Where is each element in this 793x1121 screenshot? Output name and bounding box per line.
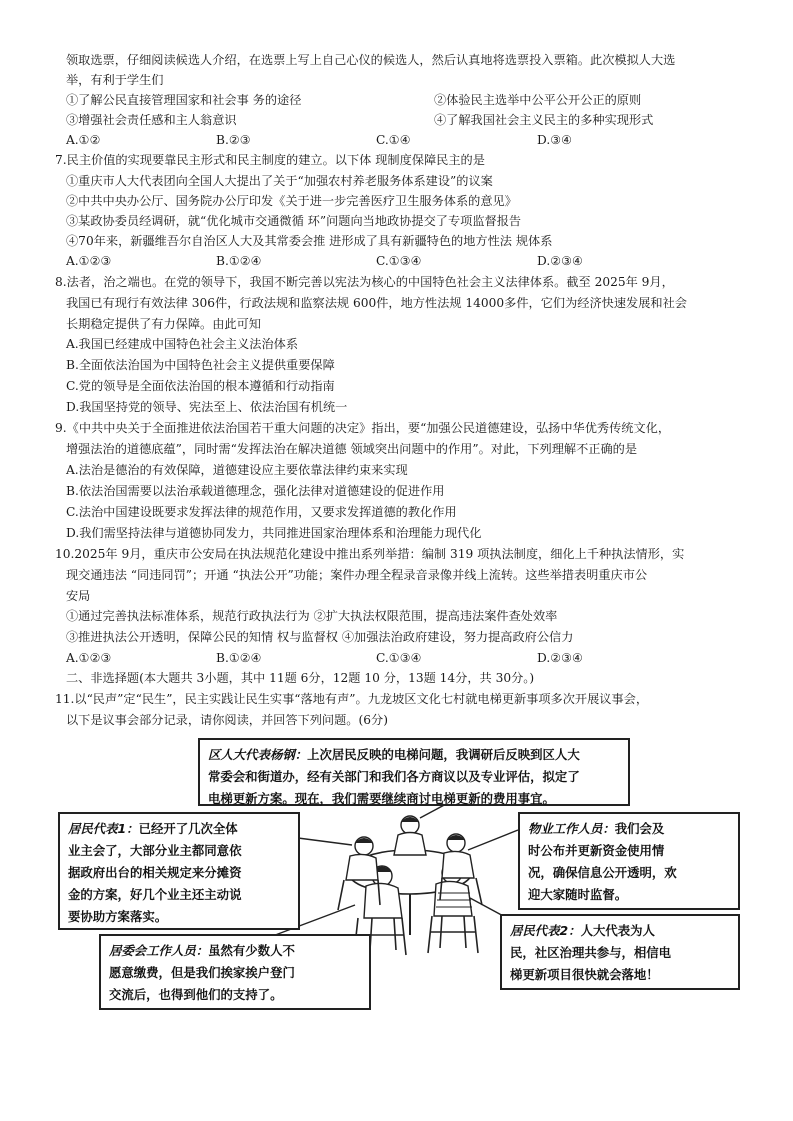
q6-choice-d: D.③④ [537,133,573,147]
q6-choice-b: B.②③ [216,133,251,147]
bubble-property-staff: 物业工作人员：我们会及 时公布并更新资金使用情 况，确保信息公开透明，欢 迎大家随时监督。 [518,812,740,910]
q9-option-b: B.依法治国需要以法治承载道德理念，强化法律对道德建设的促进作用 [66,484,445,498]
q9-stem-line2: 增强法治的道德底蕴”，同时需“发挥法治在解决道德 领域突出问题中的作用”。对此，下列理解不正确的是 [66,442,638,456]
q6-option-1: ①了解公民直接管理国家和社会事 务的途径 [66,93,302,107]
q6-choice-c: C.①④ [376,133,411,147]
q10-stem-line2: 现交通违法 “同违同罚”；开通 “执法公开”功能；案件办理全程录音录像并线上流转。这些举措表明重庆市公 [66,568,648,582]
q10-options-3-4: ③推进执法公开透明，保障公民的知情 权与监督权 ④加强法治政府建设，努力提高政府公信力 [66,630,574,644]
q7-option-1: ①重庆市人大代表团向全国人大提出了关于“加强农村养老服务体系建设”的议案 [66,174,493,188]
q7-choice-d: D.②③④ [537,254,583,268]
speaker-neighborhood-committee-staff: 居委会工作人员： [109,943,209,958]
q6-stem-line2: 举，有利于学生们 [66,73,164,87]
bubble-neighborhood-committee-staff: 居委会工作人员：虽然有少数人不 愿意缴费，但是我们挨家挨户登门 交流后，也得到他们的支持了。 [99,934,371,1010]
q6-option-4: ④了解我国社会主义民主的多种实现形式 [434,113,654,127]
q10-stem-line1: 10.2025年 9月，重庆市公安局在执法规范化建设中推出系列举措：编制 319 项执法制度，细化上千种执法情形，实 [55,547,685,561]
q6-option-2: ②体验民主选举中公平公开公正的原则 [434,93,642,107]
section-2-heading: 二、非选择题(本大题共 3小题，其中 11题 6分，12题 10 分，13题 14分，共 30分。) [66,671,535,685]
bubble-district-deputy: 区人大代表杨钢：上次居民反映的电梯问题，我调研后反映到区人大 常委会和街道办，经有关部门和我们各方商议以及专业评估，拟定了 电梯更新方案。现在，我们需要继续商讨电梯更新的费用事宜。 [198,738,630,806]
q10-stem-line3: 安局 [66,589,91,603]
q7-option-3: ③某政协委员经调研，就“优化城市交通微循 环”问题向当地政协提交了专项监督报告 [66,214,522,228]
q8-option-d: D.我国坚持党的领导、宪法至上、依法治国有机统一 [66,400,348,414]
connector-right [468,830,518,850]
person-body-left [346,854,378,880]
bubble-resident-rep-2: 居民代表2：人大代表为人 民，社区治理共参与，相信电 梯更新项目很快就会落地！ [500,914,740,990]
q7-choice-a: A.①②③ [66,254,112,268]
q9-option-c: C.法治中国建设既要求发挥法律的规范作用，又要求发挥道德的教化作用 [66,505,457,519]
q8-option-c: C.党的领导是全面依法治国的根本遵循和行动指南 [66,379,335,393]
speaker-district-deputy: 区人大代表杨钢： [208,747,308,762]
q10-options-1-2: ①通过完善执法标准体系，规范行政执法行为 ②扩大执法权限范围，提高违法案件查处效率 [66,609,558,623]
q7-choice-b: B.①②④ [216,254,262,268]
q10-choice-a: A.①②③ [66,651,112,665]
person-body-back [394,833,426,856]
q7-option-2: ②中共中央办公厅、国务院办公厅印发《关于进一步完善医疗卫生服务体系的意见》 [66,194,517,208]
bubble-resident-rep-1: 居民代表1：已经开了几次全体 业主会了，大部分业主都同意依 据政府出台的相关规定来分摊资 金的方案，好几个业主还主动说 要协助方案落实。 [58,812,300,930]
q7-choice-c: C.①③④ [376,254,422,268]
q8-stem-line1: 8.法者，治之端也。在党的领导下，我国不断完善以宪法为核心的中国特色社会主义法律体系。截至 2025年 9月， [55,275,674,289]
q8-option-b: B.全面依法治国为中国特色社会主义提供重要保障 [66,358,335,372]
q11-stem-line1: 11.以“民声”定“民生”，民主实践让民生实事“落地有声”。九龙坡区文化七村就电梯更新事项多次开展议事会， [55,692,649,706]
q9-option-d: D.我们需坚持法律与道德协同发力，共同推进国家治理体系和治理能力现代化 [66,526,482,540]
speaker-property-staff: 物业工作人员： [528,821,615,836]
q6-stem-line1: 领取选票，仔细阅读候选人介绍，在选票上写上自己心仪的候选人，然后认真地将选票投入票箱。此次模拟人大选 [66,53,676,67]
q6-choice-a: A.①② [66,133,101,147]
person-body-front-left [364,883,402,918]
q8-stem-line3: 长期稳定提供了有力保障。由此可知 [66,317,261,331]
q7-option-4: ④70年来，新疆维吾尔自治区人大及其常委会推 进形成了具有新疆特色的地方性法 规体系 [66,234,553,248]
q11-stem-line2: 以下是议事会部分记录，请你阅读，并回答下列问题。(6分) [66,713,388,727]
connector-left [298,838,352,845]
q10-choice-c: C.①③④ [376,651,422,665]
speaker-resident-rep-2: 居民代表2： [510,923,581,938]
q7-stem: 7.民主价值的实现要靠民主形式和民主制度的建立。以下体 现制度保障民主的是 [55,153,485,167]
q6-option-3: ③增强社会责任感和主人翁意识 [66,113,237,127]
speaker-resident-rep-1: 居民代表1： [68,821,139,836]
q10-choice-b: B.①②④ [216,651,262,665]
q10-choice-d: D.②③④ [537,651,583,665]
q9-stem-line1: 9.《中共中央关于全面推进依法治国若干重大问题的决定》指出，要“加强公民道德建设，弘扬中华优秀传统文化， [55,421,671,435]
person-body-right [442,851,474,878]
q8-option-a: A.我国已经建成中国特色社会主义法治体系 [66,337,299,351]
chair-front-right [428,916,478,953]
q9-option-a: A.法治是德治的有效保障，道德建设应主要依靠法律约束来实现 [66,463,408,477]
q8-stem-line2: 我国已有现行有效法律 306件，行政法规和监察法规 600件，地方性法规 14000多件，它们为经济快速发展和社会 [66,296,687,310]
